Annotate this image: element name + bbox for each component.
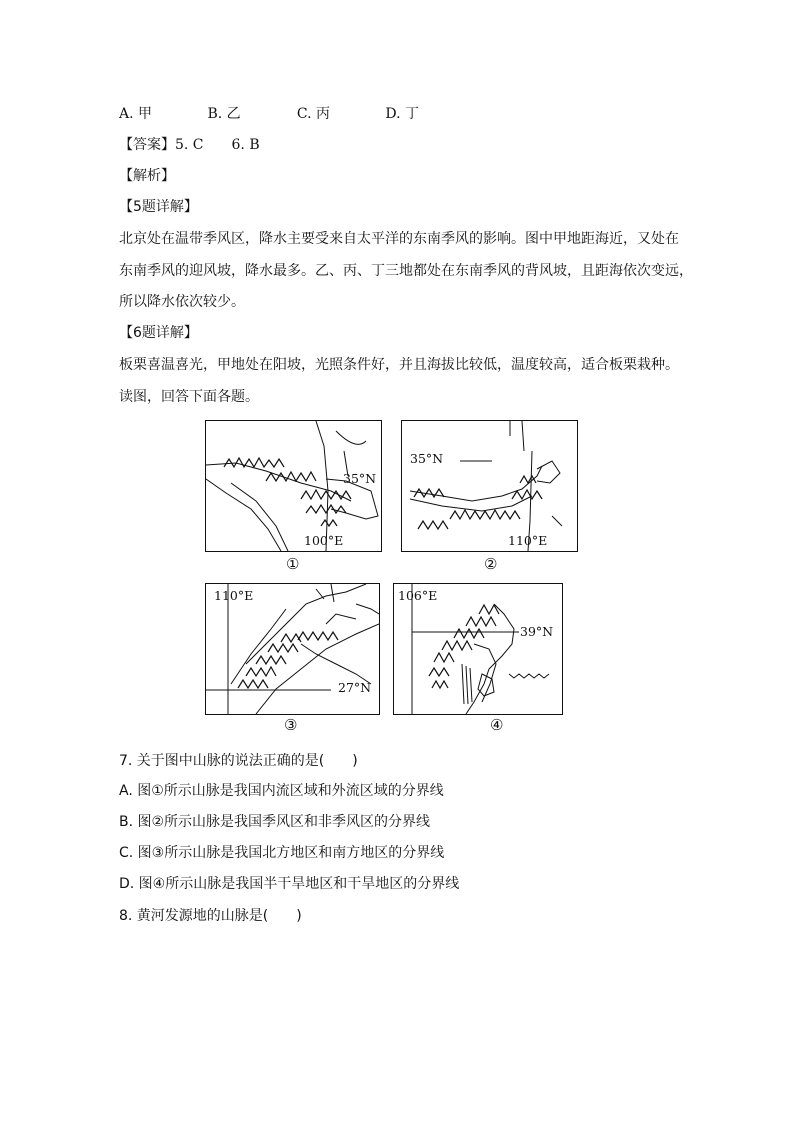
map-2-caption: ②: [484, 555, 498, 573]
option-d: D. 丁: [385, 106, 419, 122]
q5-line-3: 所以降水依次较少。: [119, 294, 245, 310]
q7-stem: 7. 关于图中山脉的说法正确的是( ): [119, 753, 358, 769]
option-c: C. 丙: [296, 106, 331, 122]
q5-line-1: 北京处在温带季风区，降水主要受来自太平洋的东南季风的影响。图中甲地距海近，又处在: [119, 231, 679, 247]
analysis-heading: 【解析】: [119, 168, 175, 184]
map-3-lon-label: 110°E: [214, 588, 254, 603]
q5-line-2: 东南季风的迎风坡，降水最多。乙、丙、丁三地都处在东南季风的背风坡，且距海依次变远，: [119, 263, 693, 279]
map-2-lat-label: 35°N: [410, 451, 444, 466]
map-4: [393, 583, 563, 715]
q6-heading: 【6题详解】: [119, 325, 198, 341]
map-3-caption: ③: [284, 716, 298, 734]
answer-label: 【答案】: [119, 137, 175, 153]
option-b: B. 乙: [207, 106, 241, 122]
map-1-caption: ①: [286, 555, 300, 573]
q7-option-a: A. 图①所示山脉是我国内流区域和外流区域的分界线: [119, 783, 444, 799]
q7-option-c: C. 图③所示山脉是我国北方地区和南方地区的分界线: [119, 845, 445, 861]
map-4-caption: ④: [490, 716, 504, 734]
q7-option-b: B. 图②所示山脉是我国季风区和非季风区的分界线: [119, 814, 431, 830]
q7-option-d: D. 图④所示山脉是我国半干旱地区和干旱地区的分界线: [119, 876, 460, 892]
map-4-graphic: [394, 584, 562, 714]
map-3-lat-label: 27°N: [338, 680, 372, 695]
map-1-lon-label: 100°E: [304, 533, 344, 548]
options-row: [119, 103, 419, 123]
map-4-lat-label: 39°N: [520, 624, 554, 639]
map-4-lon-label: 106°E: [398, 588, 438, 603]
q8-stem: 8. 黄河发源地的山脉是( ): [119, 908, 302, 924]
map-2: [401, 420, 578, 552]
option-a: A. 甲: [119, 106, 153, 122]
intro-text: 读图，回答下面各题。: [119, 389, 259, 405]
map-3: [205, 583, 380, 715]
map-1: [205, 420, 382, 552]
q5-heading: 【5题详解】: [119, 199, 198, 215]
answer-text: 5. C 6. B: [175, 137, 260, 153]
answer-line: [119, 134, 260, 154]
map-1-lat-label: 35°N: [343, 471, 377, 486]
map-2-graphic: [402, 421, 577, 551]
map-1-graphic: [206, 421, 381, 551]
map-2-lon-label: 110°E: [508, 533, 548, 548]
q6-line-1: 板栗喜温喜光，甲地处在阳坡，光照条件好，并且海拔比较低，温度较高，适合板栗栽种。: [119, 357, 679, 373]
